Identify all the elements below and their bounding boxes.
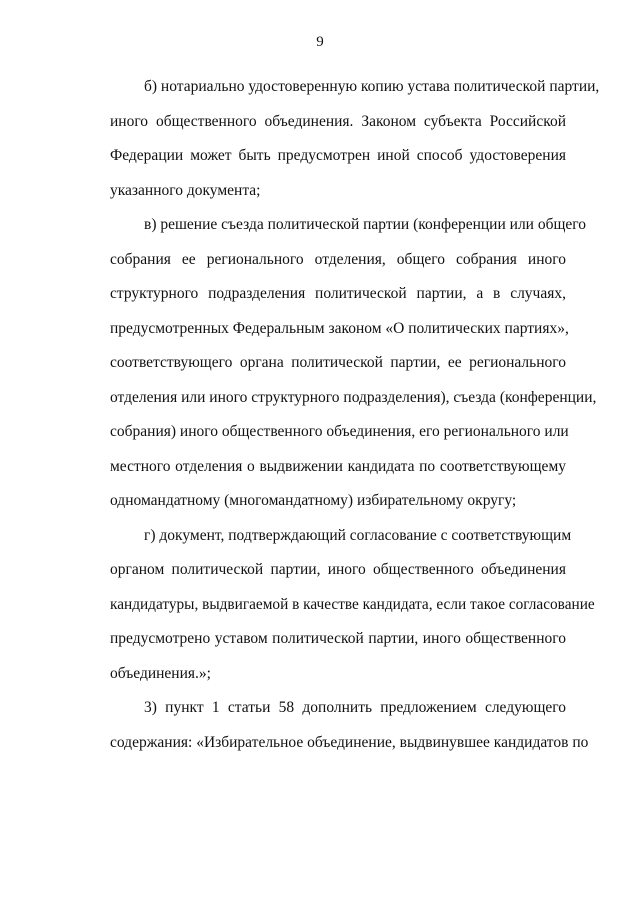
- text-line: собрания) иного общественного объединения, его регионального или: [110, 423, 569, 440]
- text-line: г) документ, подтверждающий согласование с соответствующим: [144, 526, 572, 544]
- paragraph-g: [76, 519, 595, 692]
- text-line: соответствующего органа политической партии, ее регионального: [110, 354, 566, 371]
- page-number: 9: [316, 34, 324, 50]
- text-line: объединения.»;: [110, 664, 211, 682]
- text-line: предусмотренных Федеральным законом «О политических партиях»,: [110, 319, 569, 337]
- text-line: местного отделения о выдвижении кандидата по соответствующему: [110, 457, 566, 475]
- text-line: органом политической партии, иного общественного объединения: [110, 561, 566, 578]
- paragraph-b: [76, 70, 600, 208]
- text-line: одномандатному (многомандатному) избирательному округу;: [110, 492, 517, 509]
- text-line: в) решение съезда политической партии (конференции или общего: [144, 216, 587, 233]
- paragraph-3: [76, 691, 589, 760]
- text-line: указанного документа;: [110, 181, 261, 199]
- text-line: предусмотрено уставом политической партии, иного общественного: [110, 630, 566, 647]
- text-line: собрания ее регионального отделения, общего собрания иного: [110, 250, 566, 268]
- text-line: б) нотариально удостоверенную копию устава политической партии,: [144, 78, 600, 95]
- text-line: 3) пункт 1 статьи 58 дополнить предложением следующего: [144, 699, 566, 716]
- text-line: структурного подразделения политической партии, а в случаях,: [110, 285, 566, 302]
- text-line: Федерации может быть предусмотрен иной способ удостоверения: [110, 147, 566, 164]
- text-line: кандидатуры, выдвигаемой в качестве кандидата, если такое согласование: [110, 595, 595, 613]
- document-body: [76, 70, 600, 760]
- text-line: содержания: «Избирательное объединение, выдвинувшее кандидатов по: [110, 733, 589, 751]
- paragraph-v: [76, 208, 597, 519]
- text-line: иного общественного объединения. Законом субъекта Российской: [110, 112, 566, 130]
- text-line: отделения или иного структурного подразделения), съезда (конференции,: [110, 388, 597, 406]
